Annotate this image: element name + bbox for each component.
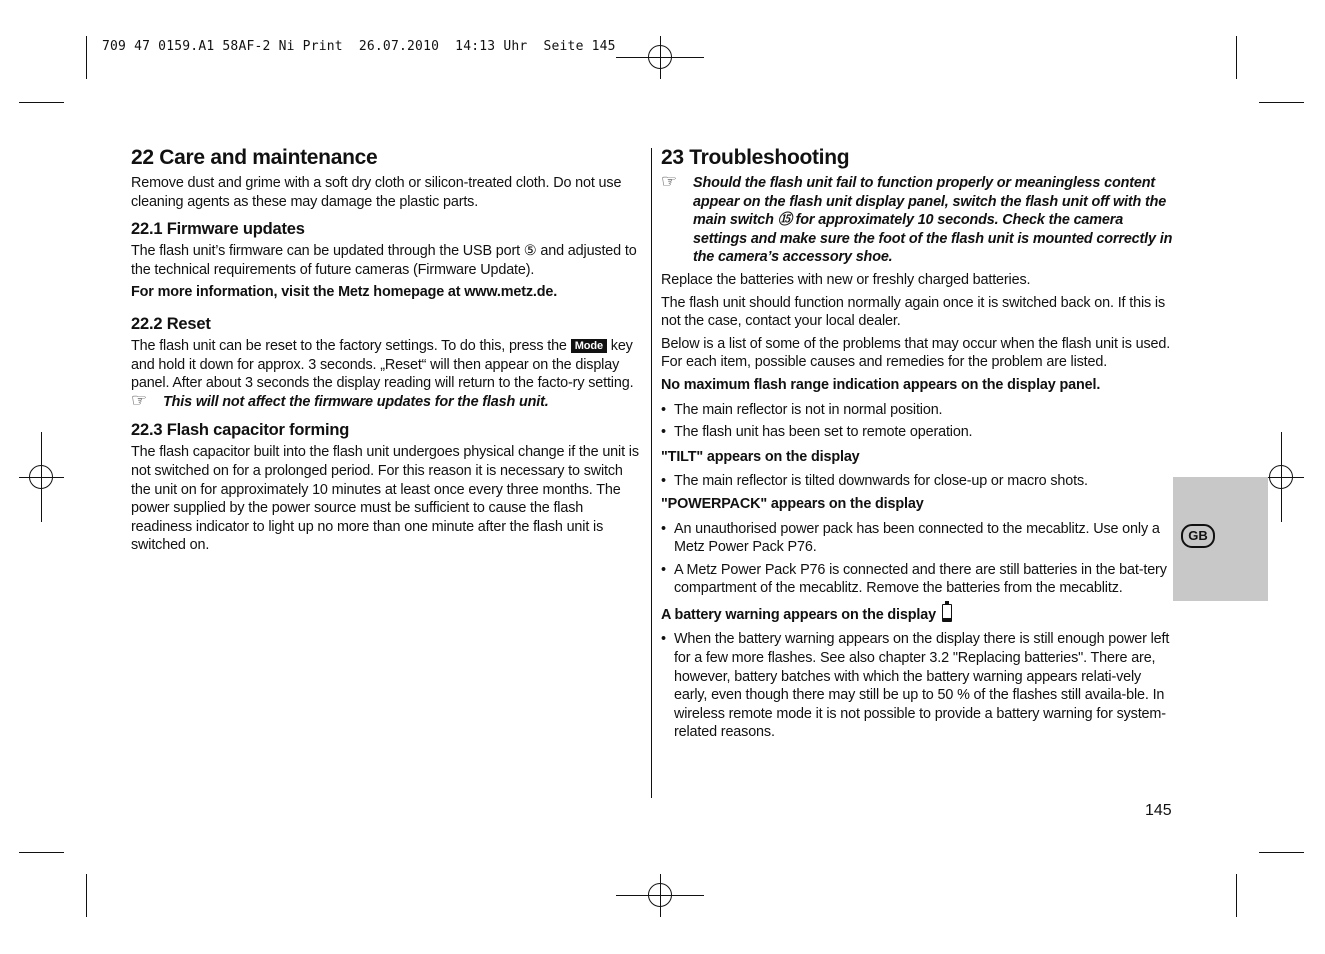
subsection-heading: 22.2 Reset: [131, 314, 211, 333]
problem-heading: A battery warning appears on the display: [661, 604, 1173, 625]
list-item: • When the battery warning appears on the display there is still enough power left for a few more flashes. See also chapter 3.2 "Replacing batteries". There are, however, battery batches with which the battery warning appears relati-vely early, even though there may still be up to 50 % of the flashes still availa-ble. In wireless remote mode it is not possible to provide a battery warning for system-related reasons.: [661, 631, 1170, 741]
crop-mark: [19, 102, 64, 103]
bullet: •: [661, 520, 666, 537]
crop-mark: [19, 852, 64, 853]
reset-note-text: This will not affect the firmware updates for the flash unit.: [163, 393, 549, 410]
section-title: 22 Care and maintenance: [131, 146, 378, 169]
paragraph: The flash unit should function normally again once it is switched back on. If this is not the case, contact your local dealer.: [661, 294, 1165, 330]
crop-mark: [1259, 852, 1304, 853]
crop-mark: [1259, 102, 1304, 103]
pointing-hand-icon: ☞: [131, 389, 147, 410]
intro-text: Remove dust and grime with a soft dry cloth or silicon-treated cloth. Do not use cleaning agents as these may damage the plastic parts.: [131, 175, 622, 210]
reset-text: [131, 337, 641, 393]
language-tab: [1173, 477, 1268, 601]
paragraph: Below is a list of some of the problems that may occur when the flash unit is used. For each item, possible causes and remedies for the problem are listed.: [661, 335, 1171, 371]
list-item: • An unauthorised power pack has been connected to the mecablitz. Use only a Metz Power Pack P76.: [661, 520, 1160, 556]
bullet: •: [661, 401, 666, 418]
left-column: [131, 145, 641, 555]
crop-mark: [86, 36, 87, 79]
crop-mark: [1236, 874, 1237, 917]
paragraph: Replace the batteries with new or freshly charged batteries.: [661, 271, 1031, 288]
registration-crosshair: [1281, 432, 1282, 522]
reset-text-before: The flash unit can be reset to the factory settings. To do this, press the: [131, 337, 567, 354]
mode-key-badge: Mode: [571, 339, 607, 353]
reset-note: [131, 389, 641, 412]
crop-mark: [1236, 36, 1237, 79]
bullet: •: [661, 631, 666, 648]
column-divider: [651, 148, 652, 798]
troubleshooting-note-text: Should the flash unit fail to function properly or meaningless content appear on the flash unit display panel, switch the flash unit off with the main switch ⑮ for approximately 10 seconds. Check the camera settings and make sure the foot of the flash unit is mounted correctly in the camera’s accessory shoe.: [693, 175, 1173, 266]
subsection-heading: 22.3 Flash capacitor forming: [131, 421, 350, 440]
list-item: • A Metz Power Pack P76 is connected and there are still batteries in the bat-tery compartment of the mecablitz. Remove the batteries from the mecablitz.: [661, 561, 1167, 597]
language-badge: GB: [1181, 524, 1215, 548]
section-title: 23 Troubleshooting: [661, 146, 850, 169]
list-item: • The flash unit has been set to remote operation.: [661, 424, 973, 441]
problem-heading: "POWERPACK" appears on the display: [661, 495, 924, 512]
registration-crosshair: [660, 36, 661, 79]
print-header: 709 47 0159.A1 58AF-2 Ni Print 26.07.2010 14:13 Uhr Seite 145: [102, 39, 616, 54]
problem-heading: No maximum flash range indication appears on the display panel.: [661, 376, 1101, 393]
crop-mark: [86, 874, 87, 917]
list-item: • The main reflector is tilted downwards for close-up or macro shots.: [661, 473, 1088, 490]
list-item: • The main reflector is not in normal position.: [661, 401, 943, 418]
pointing-hand-icon: ☞: [661, 171, 677, 191]
firmware-info-link-text: For more information, visit the Metz homepage at www.metz.de.: [131, 284, 558, 301]
problem-heading: "TILT" appears on the display: [661, 448, 860, 465]
bullet: •: [661, 424, 666, 441]
capacitor-text: The flash capacitor built into the flash unit undergoes physical change if the unit is not switched on for a prolonged period. For this reason it is necessary to switch the unit on for approximately 10 minutes at least once every three months. The power supplied by the power source must be sufficient to cause the flash readiness indicator to light up no more than one minute after the flash unit is switched on.: [131, 444, 639, 554]
registration-crosshair: [41, 432, 42, 522]
subsection-heading: 22.1 Firmware updates: [131, 220, 305, 239]
bullet: •: [661, 561, 666, 578]
registration-crosshair: [660, 874, 661, 917]
bullet: •: [661, 473, 666, 490]
troubleshooting-note: [661, 171, 1173, 267]
firmware-text: The flash unit’s firmware can be updated through the USB port ⑤ and adjusted to the technical requirements of future cameras (Firmware Update).: [131, 243, 637, 278]
right-column: [661, 145, 1173, 742]
page-number: 145: [1145, 802, 1172, 819]
battery-warning-icon: [942, 604, 952, 622]
reset-text-after: key and hold it down for approx. 3 seconds. „Reset“ will then appear on the display panel. After about 3 seconds the display reading will return to the facto-ry setting.: [131, 337, 634, 392]
